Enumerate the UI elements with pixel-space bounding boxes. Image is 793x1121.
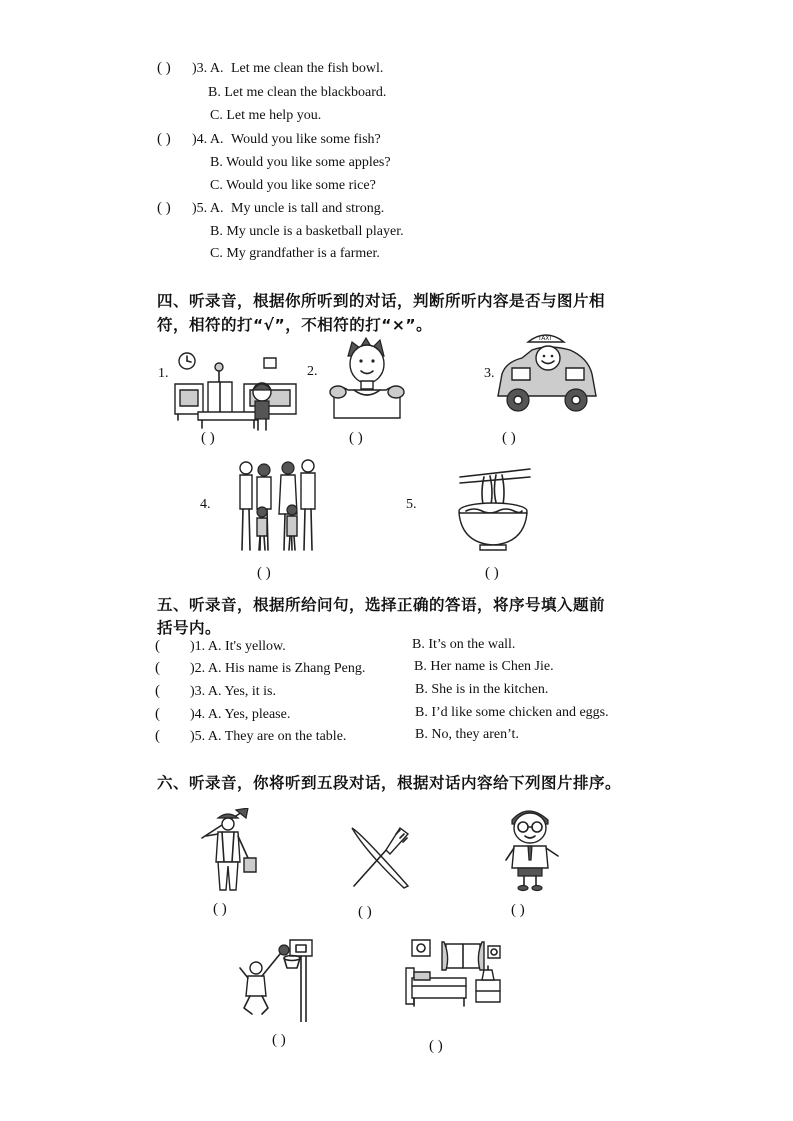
strong-man-icon — [324, 334, 410, 420]
option-a: Would you like some fish? — [231, 132, 381, 147]
answer-paren[interactable]: ( — [155, 660, 160, 676]
answer-paren[interactable]: ( ) — [502, 430, 516, 446]
section-heading: 括号内。 — [157, 619, 222, 637]
answer-paren[interactable]: ( ) — [213, 901, 227, 917]
section-heading: 符，相符的打“√”，不相符的打“×”。 — [157, 316, 433, 334]
question-a: )5. A. They are on the table. — [190, 729, 347, 744]
answer-paren[interactable]: ( ) — [157, 131, 171, 147]
answer-paren[interactable]: ( ) — [272, 1032, 286, 1048]
option-c: C. My grandfather is a farmer. — [210, 246, 380, 261]
answer-paren[interactable]: ( — [155, 706, 160, 722]
option-b: B. Her name is Chen Jie. — [414, 659, 554, 674]
option-b: B. Would you like some apples? — [210, 155, 391, 170]
living-room-icon — [172, 350, 300, 434]
question-number: )4. A. — [192, 132, 224, 147]
section-heading: 五、听录音，根据所给问句，选择正确的答语，将序号填入题前 — [157, 596, 606, 614]
option-b: B. It’s on the wall. — [412, 637, 516, 652]
answer-paren[interactable]: ( ) — [157, 200, 171, 216]
answer-paren[interactable]: ( ) — [157, 60, 171, 76]
item-number: 3. — [484, 366, 495, 381]
boy-glasses-icon — [498, 802, 562, 892]
option-b: B. No, they aren’t. — [415, 727, 519, 742]
noodles-icon — [454, 463, 532, 553]
answer-paren[interactable]: ( ) — [257, 565, 271, 581]
answer-paren[interactable]: ( ) — [349, 430, 363, 446]
question-a: )4. A. Yes, please. — [190, 707, 291, 722]
answer-paren[interactable]: ( ) — [485, 565, 499, 581]
option-b: B. My uncle is a basketball player. — [210, 224, 404, 239]
question-number: )5. A. — [192, 201, 224, 216]
answer-paren[interactable]: ( ) — [511, 902, 525, 918]
section-heading: 四、听录音，根据你所听到的对话，判断所听内容是否与图片相 — [157, 292, 606, 310]
option-c: C. Let me help you. — [210, 108, 322, 123]
item-number: 5. — [406, 497, 417, 512]
answer-paren[interactable]: ( — [155, 728, 160, 744]
question-a: )1. A. It's yellow. — [190, 639, 286, 654]
option-b: B. I’d like some chicken and eggs. — [415, 705, 609, 720]
knife-fork-icon — [348, 824, 412, 890]
answer-paren[interactable]: ( ) — [201, 430, 215, 446]
question-number: )3. A. — [192, 61, 224, 76]
family-icon — [232, 458, 324, 554]
basketball-player-icon — [234, 938, 318, 1022]
item-number: 4. — [200, 497, 211, 512]
item-number: 1. — [158, 366, 169, 381]
farmer-icon — [198, 808, 268, 896]
svg-text:TAXI: TAXI — [538, 335, 552, 342]
section-heading: 六、听录音，你将听到五段对话，根据对话内容给下列图片排序。 — [157, 774, 622, 792]
taxi-icon — [492, 328, 602, 418]
option-a: My uncle is tall and strong. — [231, 201, 385, 216]
option-b: B. Let me clean the blackboard. — [208, 85, 387, 100]
answer-paren[interactable]: ( — [155, 683, 160, 699]
answer-paren[interactable]: ( — [155, 638, 160, 654]
option-b: B. She is in the kitchen. — [415, 682, 549, 697]
answer-paren[interactable]: ( ) — [358, 904, 372, 920]
question-a: )2. A. His name is Zhang Peng. — [190, 661, 366, 676]
bedroom-icon — [404, 936, 508, 1010]
option-a: Let me clean the fish bowl. — [231, 61, 384, 76]
item-number: 2. — [307, 364, 318, 379]
option-c: C. Would you like some rice? — [210, 178, 376, 193]
question-a: )3. A. Yes, it is. — [190, 684, 276, 699]
answer-paren[interactable]: ( ) — [429, 1038, 443, 1054]
